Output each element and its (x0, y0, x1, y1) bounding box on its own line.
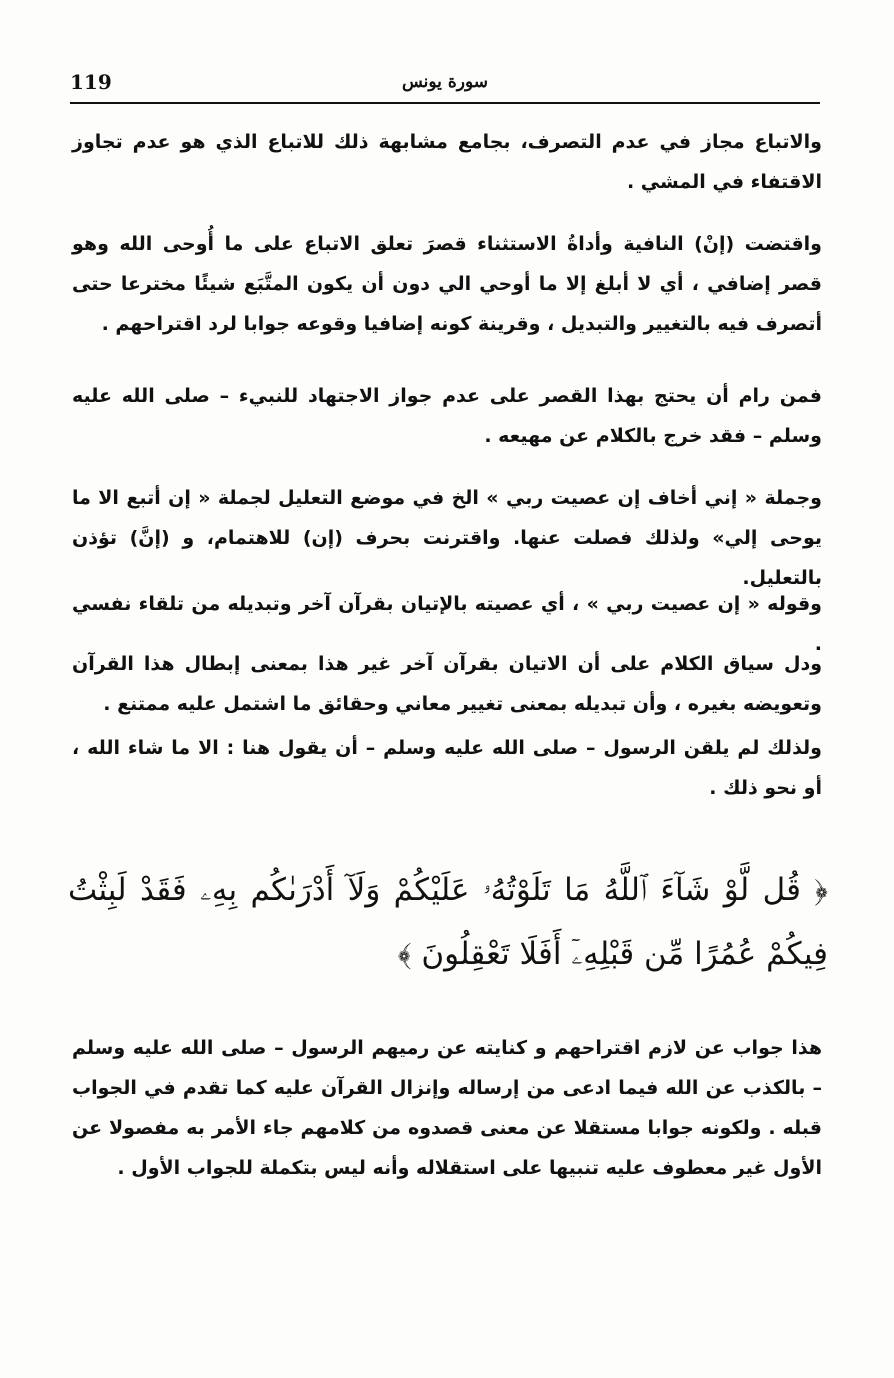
running-title: سورة يونس (402, 72, 488, 92)
paragraph: واقتضت (إنْ) النافية وأداةُ الاستثناء قصرَ تعلق الاتباع على ما أُوحى الله وهو قصر إضافي ، أي لا أبلغ إلا ما أوحي الي دون أن يكون المتَّبَع شيئًا مخترعا حتى أتصرف فيه بالتغيير والتبديل ، وقرينة كونه إضافيا وقوعه جوابا لرد اقتراحهم . (72, 233, 822, 335)
paragraph: فمن رام أن يحتج بهذا القصر على عدم جواز الاجتهاد للنبيء – صلى الله عليه وسلم – فقد خرج بالكلام عن مهيعه . (72, 385, 822, 447)
paragraph: ودل سياق الكلام على أن الاتيان بقرآن آخر غير هذا بمعنى إبطال هذا القرآن وتعويضه بغيره ، وأن تبديله بمعنى تغيير معاني وحقائق ما اشتمل عليه ممتنع . (72, 653, 822, 715)
paragraph: وجملة « إني أخاف إن عصيت ربي » الخ في موضع التعليل لجملة « إن أتبع الا ما يوحى إلي» ولذلك فصلت عنها. واقترنت بحرف (إن) للاهتمام، و (إنَّ) تؤذن بالتعليل. (72, 487, 822, 589)
page-header (70, 66, 820, 104)
page-number: 119 (70, 70, 112, 94)
quran-verse: ﴿ قُل لَّوْ شَآءَ ٱللَّهُ مَا تَلَوْتُهُۥ عَلَيْكُمْ وَلَآ أَدْرَىٰكُم بِهِۦ فَقَدْ لَبِثْتُ فِيكُمْ عُمُرًا مِّن قَبْلِهِۦٓ أَفَلَا تَعْقِلُونَ ﴾ (68, 872, 828, 972)
paragraph: هذا جواب عن لازم اقتراحهم و كنايته عن رميهم الرسول – صلى الله عليه وسلم – بالكذب عن الله فيما ادعى من إرساله وإنزال القرآن عليه كما تقدم في الجواب قبله . ولكونه جوابا مستقلا عن معنى قصدوه من كلامهم جاء الأمر به مفصولا عن الأول غير معطوف عليه تنبيها على استقلاله وأنه ليس بتكملة للجواب الأول . (72, 1037, 822, 1179)
paragraph: والاتباع مجاز في عدم التصرف، بجامع مشابهة ذلك للاتباع الذي هو عدم تجاوز الاقتفاء في المشي . (72, 131, 822, 193)
paragraph: وقوله « إن عصيت ربي » ، أي عصيته بالإتيان بقرآن آخر وتبديله من تلقاء نفسي . (72, 593, 822, 655)
paragraph: ولذلك لم يلقن الرسول – صلى الله عليه وسلم – أن يقول هنا : الا ما شاء الله ، أو نحو ذلك . (72, 737, 822, 799)
